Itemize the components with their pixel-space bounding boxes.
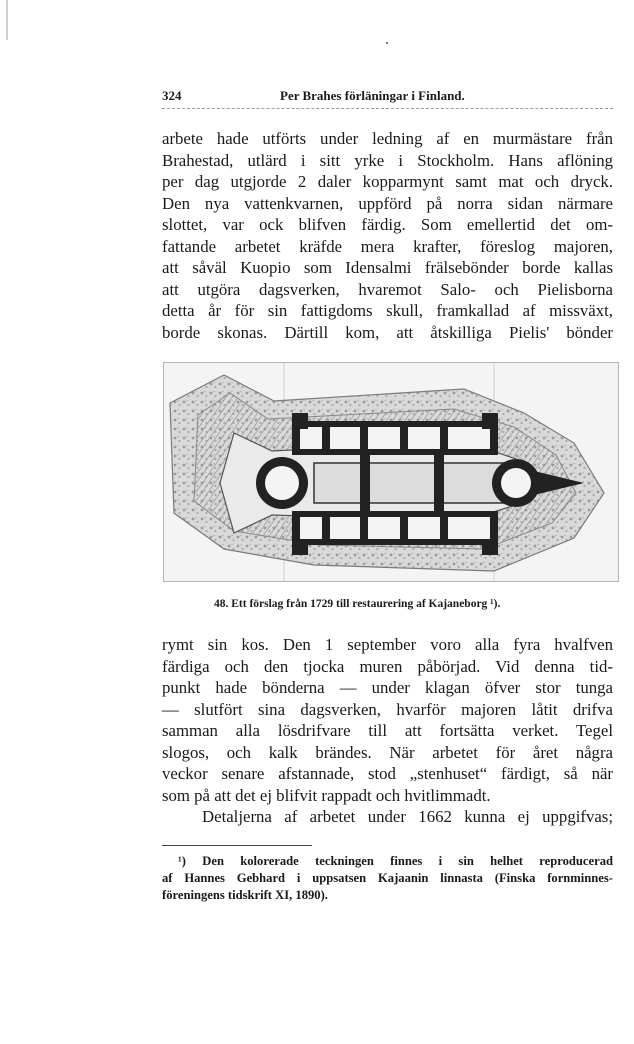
- paragraph-2: [162, 634, 613, 806]
- text-line: samman alla lösdrifvare till att fortsätta verket. Tegel: [162, 721, 613, 740]
- footnote-line: föreningens tidskrift XI, 1890).: [162, 888, 328, 902]
- running-title: Per Brahes förläningar i Finland.: [280, 88, 465, 103]
- paragraph-1: [162, 128, 613, 343]
- text-line: per dag utgjorde 2 daler kopparmynt samt mat och dryck.: [162, 172, 613, 191]
- text-line: veckor senare afstannade, stod „stenhuset“ färdigt, så när: [162, 764, 613, 783]
- text-line: slogos, och kalk brändes. När arbetet för året några: [162, 742, 613, 762]
- text-line: Detaljerna af arbetet under 1662 kunna ej uppgifvas;: [202, 807, 613, 826]
- running-header: [162, 88, 613, 108]
- text-line: att såväl Kuopio som Idensalmi frälsebönder borde kallas: [162, 258, 613, 277]
- header-rule: [162, 108, 613, 110]
- footnote: [162, 853, 613, 904]
- speck: [386, 42, 388, 44]
- text-line: färdiga och den tjocka muren påbörjad. Vid denna tid-: [162, 656, 613, 676]
- footnote-line: af Hannes Gebhard i uppsatsen Kajaanin linnasta (Finska fornminnes-: [162, 871, 613, 885]
- text-line: punkt hade bönderna — under klagan öfver stor tunga: [162, 678, 613, 697]
- text-line: — slutfört sina dagsverken, hvarför majoren låtit drifva: [162, 699, 613, 719]
- text-line: Brahestad, utlärd i sitt yrke i Stockholm. Hans aflöning: [162, 150, 613, 170]
- text-line: detta år för sin fattigdoms skull, framkallad af missväxt,: [162, 301, 613, 320]
- text-line: Den nya vattenkvarnen, uppförd på norra sidan närmare: [162, 193, 613, 213]
- paragraph-3: [162, 806, 613, 828]
- text-line: som på att det ej blifvit rappadt och hvitlimmadt.: [162, 785, 491, 805]
- castle-plan-drawing: [164, 363, 618, 581]
- castle-plan-figure: [163, 362, 619, 582]
- page-number: 324: [162, 88, 182, 103]
- footnote-line: ¹) Den kolorerade teckningen finnes i sin helhet reproducerad: [178, 854, 613, 868]
- figure-caption: 48. Ett förslag från 1729 till restaurering af Kajaneborg ¹).: [214, 598, 501, 610]
- text-line: fattande arbetet kräfde mera krafter, föreslog majoren,: [162, 236, 613, 256]
- text-line: arbete hade utförts under ledning af en murmästare från: [162, 129, 613, 148]
- text-line: slottet, var ock blifven färdig. Som emellertid det om-: [162, 215, 613, 234]
- footnote-rule: [162, 845, 312, 846]
- text-line: att utgöra dagsverken, hvaremot Salo- och Pielisborna: [162, 279, 613, 299]
- page-edge-mark: [6, 0, 8, 40]
- text-line: rymt sin kos. Den 1 september voro alla fyra hvalfven: [162, 635, 613, 654]
- text-line: borde skonas. Därtill kom, att åtskilliga Pielis' bönder: [162, 322, 613, 342]
